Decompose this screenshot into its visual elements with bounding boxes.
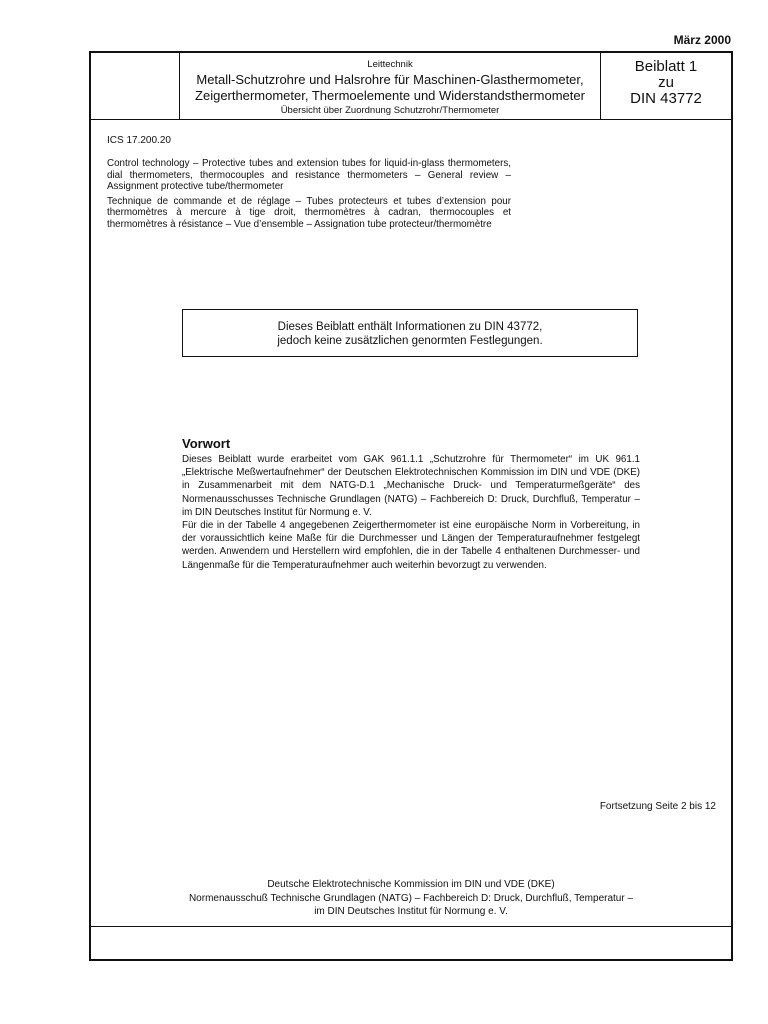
issue-date: März 2000 — [673, 33, 731, 47]
document-subtitle: Übersicht über Zuordnung Schutzrohr/Thermometer — [280, 105, 500, 116]
document-title-line-2: Zeigerthermometer, Thermoelemente und Widerstandsthermometer — [195, 88, 585, 103]
footer-line-2: Normenausschuß Technische Grundlagen (NATG) – Fachbereich D: Druck, Durchfluß, Temperatur – — [188, 892, 634, 904]
footer-divider — [91, 926, 731, 927]
french-title: Technique de commande et de réglage – Tubes protecteurs et tubes d’extension pour thermomètres à mercure à tige droit, thermomètres à cadran, thermocouples et thermomètres à résistance – Vue d’ensemble – Assignation tube protecteur/thermomètre — [107, 195, 511, 230]
foreword-paragraph-1: Dieses Beiblatt wurde erarbeitet vom GAK 961.1.1 „Schutzrohre für Thermometer“ im UK 961.1 „Elektrische Meßwertaufnehmer“ der Deutschen Elektrotechnischen Kommission im DIN und VDE (DKE) in Zusammenarbeit mit dem NATG-D.1 „Mechanische Druck- und Temperaturmeßgeräte“ des Normenausschusses Technische Grundlagen (NATG) – Fachbereich D: Druck, Durchfluß, Temperatur – im DIN Deutsches Institut für Normung e. V. — [182, 454, 640, 518]
notice-line-2: jedoch keine zusätzlichen genormten Festlegungen. — [277, 335, 543, 347]
supplement-label: Beiblatt 1 — [634, 58, 698, 75]
header-divider — [91, 119, 731, 120]
notice-line-1: Dieses Beiblatt enthält Informationen zu DIN 43772, — [277, 321, 543, 333]
supplement-connector: zu — [658, 74, 674, 91]
standard-number: DIN 43772 — [630, 90, 702, 107]
footer-line-3: im DIN Deutsches Institut für Normung e. V. — [314, 906, 508, 917]
category-label: Leittechnik — [367, 59, 413, 70]
footer-line-1: Deutsche Elektrotechnische Kommission im DIN und VDE (DKE) — [267, 879, 555, 890]
footer-publisher — [91, 878, 731, 919]
document-number-cell — [601, 53, 731, 119]
document-title-line-1: Metall-Schutzrohre und Halsrohre für Maschinen-Glasthermometer, — [196, 72, 584, 87]
document-frame — [89, 51, 733, 961]
ics-code: ICS 17.200.20 — [107, 135, 171, 146]
continuation-note: Fortsetzung Seite 2 bis 12 — [599, 801, 716, 812]
foreword-body — [182, 453, 640, 572]
header-logo-cell — [91, 53, 180, 119]
foreword-heading: Vorwort — [182, 436, 231, 451]
english-title: Control technology – Protective tubes and extension tubes for liquid-in-glass thermometers, dial thermometers, thermocouples and resistance thermometers – General review – Assignment protective tube/thermometer — [107, 158, 511, 192]
foreword-paragraph-2: Für die in der Tabelle 4 angegebenen Zeigerthermometer ist eine europäische Norm in Vorbereitung, in der voraussichtlich keine Maße für die Durchmesser und Längen der Temperaturaufnehmer festgelegt werden. Anwendern und Herstellern wird empfohlen, die in der Tabelle 4 enthaltenen Durchmesser- und Längenmaße für die Temperaturaufnehmer auch weiterhin bevorzugt zu verwenden. — [182, 520, 640, 571]
translated-titles — [107, 158, 511, 233]
notice-box — [182, 309, 638, 357]
header-title-cell — [180, 53, 601, 119]
